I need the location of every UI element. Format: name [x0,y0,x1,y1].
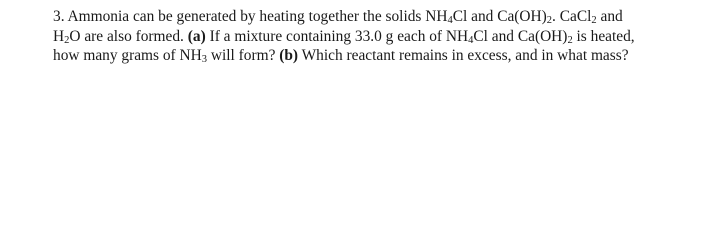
subscript: 2 [64,34,70,46]
part-a-label: (a) [187,27,206,45]
subscript: 2 [591,15,597,26]
text-segment: If a mixture containing 33.0 g each of NH [205,27,469,45]
text-segment: Cl and Ca(OH) [473,27,568,45]
problem-3 [53,7,713,66]
text-segment: . CaCl [552,8,592,25]
text-segment: O are also formed. [69,27,188,45]
text-segment: and [596,8,623,25]
text-segment: H [53,27,65,45]
subscript: 4 [468,34,474,46]
text-segment: will form? [207,47,280,64]
text-segment: is heated, [572,27,635,45]
problem-line-2 [53,27,713,47]
problem-line-1 [53,7,713,27]
text-segment: Ammonia can be generated by heating together the solids NH [67,8,448,25]
subscript: 2 [567,34,573,46]
text-segment: how many grams of NH [53,47,202,64]
text-segment: Cl and Ca(OH) [452,8,547,25]
part-b-label: (b) [279,47,299,64]
subscript: 2 [546,15,553,26]
subscript: 3 [201,54,208,65]
text-segment: Which reactant remains in excess, and in what mass? [298,47,629,64]
problem-number: 3. [53,8,65,25]
problem-line-3 [53,46,713,66]
subscript: 4 [447,15,453,26]
